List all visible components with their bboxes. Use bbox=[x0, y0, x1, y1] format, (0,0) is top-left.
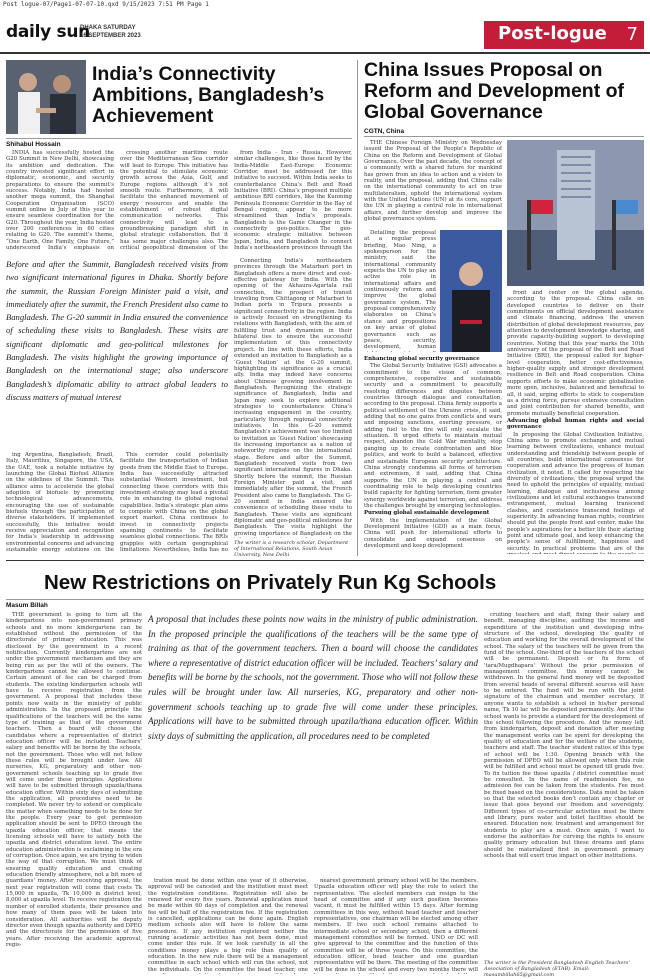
divider bbox=[6, 138, 352, 139]
article2-subhead-security: Enhancing global security governance bbox=[364, 356, 480, 362]
article1-column-3 bbox=[234, 150, 352, 252]
article2-col1b-text: Detailing the proposal at a regular press briefing, Mao Ning, a spokesperson for the ministry, said the international community expects the UN to play an active role in international affairs and continuously reform and improve the global governance system. The proposal comprehensively elaborates on China’s stance and propositions on key areas of global governance such as peace, security, development, human bbox=[364, 230, 436, 351]
article-photo-handshake bbox=[6, 60, 86, 134]
section-divider bbox=[6, 560, 644, 561]
article1-column-1 bbox=[6, 150, 114, 252]
spokesperson-illustration bbox=[440, 230, 502, 352]
article1-column-5 bbox=[120, 452, 228, 552]
un-building-illustration bbox=[507, 140, 644, 286]
article3-col4-text: cruiting teachers and staff, fixing their salary and benefit, managing discipline, auditing the income and expenditure of the institution and developing infra-structure of the school, developing the quality of education and working for the overall development of the school. The salary of the teachers will be given from the fund of the school. One-third of the teachers of the school will be permanent. Deposit or fix form of 'tara/Mugdhapara' Without the prior permission of management committee, this money cannot be withdrawn. In the general fund money will be deposited from several heads of several different sources will have to be entered. The fund will be run with the joint signature of the chairman and member secretary. If anyone wants to establish a school in his/her personal name, Tk 10 lac will be deposited permanently. And if the school wants to provide a standard for the development of the school following the procedure. And the money left from kindergarten, deposit and donation after meeting the management works can be spent for developing the quality of education and for the welfare of the students, teachers and staff. The teacher student ratios of this type of school will be 1:30. Opening branch with the permission of DPEO will be allowed only when this rule will be fulfilled and school must be opened till grade five. To fix tuition fee these upazila / district committee must be consulted. In the name of readmission fee, no admission fee can be taken from the students. Fee must be fixed based on the considerations. Data must be taken so that the selected books don’t contain any chapter or issue that goes beyond our freedom and sovereignty. Different types of co-curricular activities must be there and library, pure water and toilet facilities should be ensured. Education now, treatment and arrangement for students to play are a must. Once again, I want to endorse the authorities for curving the rights to ensure quality primary education but these dreams and plans should be materialized first in government primary schools that will exert true impact on other institutions. bbox=[484, 612, 644, 860]
article1-pull-quote: Before and after the Summit, Bangladesh received visits from two significant international figures in Dhaka. Shortly before the summit, the Russian Foreign Minister paid a visit, and immediately after the summit, the French President also came to Bangladesh. The G-20 summit in India ensured the convenience of scheduling these visits to Bangladesh. These visits are significant diplomatic and geo-political milestones for Bangladesh. The visits highlight the growing importance of Bangladesh on the international stage; also underscore Bangladesh’s diplomatic ability to attract global leaders to discuss matters of mutual interest bbox=[6, 259, 228, 402]
article2-headline: China Issues Proposal on Reform and Development of Global Governance bbox=[364, 59, 625, 124]
article1-col3-text: from India - Iran - Russia. However, similar challenges, like those faced by the India-Middle East-Europe Economic Corridor, must be addressed for this initiative to succeed. Within India seeks to counterbalance China’s Belt and Road Initiative (BRI). China’s proposed multiple ambitious BRI corridors, like the Kunming Peninsula Economic Corridor in the Bay of Bengal region, appear to be more streamlined than India’s proposals. Bangladesh is the Game Changer in the connectivity geo-politics. The geo-economic strategic initiative between Japan, India, and Bangladesh to connect India’s northeastern provinces through the bbox=[234, 150, 352, 252]
page-number: 7 bbox=[626, 24, 638, 45]
article3-column-2 bbox=[148, 878, 308, 974]
article2-column-2 bbox=[507, 290, 644, 554]
article1-col1-text: INDIA has successfully hosted the G20 Summit in New Delhi, showcasing its ambition and dedication. The country invested significant effort in diplomatic, economic, and security preparations to ensure the summit’s success. Notably, India had hosted another mega summit, the Shanghai Cooperation Organisation (SCO) summit online in July of this year to ensure seamless coordination for the G20. Throughout the year, India hosted over 200 conferences in 60 cities relating to G20. The summit’s theme, “One Earth, One Family, One Future,” underscored India’s emphasis on bbox=[6, 150, 114, 252]
article1-headline: India’s Connectivity Ambitions, Bangladesh’s Achievement bbox=[92, 63, 325, 128]
photo-illustration bbox=[6, 60, 86, 134]
article1-col2-text: crossing another maritime route over the Mediterranean Sea corridor will lead to Europe. This initiative has the potential to stimulate economic growth across the Asia, Gulf, and Europe regions although it’s not smooth route. Furthermore, it will facilitate the enhanced movement of energy resources and enable the establishment of robust digital communication networks. This connectivity will lead to a groundbreaking paradigm shift in global strategic collaboration. But it has some major challenges also. The critical geopolitical dimension of the bbox=[120, 150, 228, 252]
article3-author-note: The writer is the President Bangladesh English Teachers’ Association of Bangladesh (ETAB). Email: masumbillah65@gmail.com bbox=[484, 960, 630, 978]
divider bbox=[364, 136, 644, 137]
article2-subhead-development: Pursuing global sustainable development bbox=[364, 510, 490, 517]
article2-col1d-text: With the implementation of the Global Development Initiative (GDI) as a main focus, China will push for international efforts to consolidate and expand consensus on development and keep development bbox=[364, 517, 502, 549]
article3-pull-quote: A proposal that includes these points now waits in the ministry of public administration. In the proposed principle the qualifications of the teachers will be the same type of training as that of the government teachers. Then a board will choose the candidates where a representative of district education officer will be included. Teachers’ salary and benefits will be borne by the schools, not the government. Those who will not follow these rules will be brought under law. All nurseries, KG, preparatory and other non-government schools teaching up to grade five will come under these principles. Applications will have to be submitted through upazila/thana education officer. Within sixty days of submitting the application, all procedures need to be completed bbox=[148, 614, 478, 741]
issue-date-text: 16 SEPTEMBER 2023 bbox=[80, 33, 141, 39]
article2-subhead-human-rights: Advancing global human rights and social governance bbox=[507, 417, 644, 431]
article2-column-1c bbox=[364, 356, 502, 554]
article3-col2-text: tration must be done within one year of it otherwise, approval will be canceled and the institution must meet the registration conditions. Registration will also be renewed for every five years. Renewal application must be made within 60 days of completion and the renewal fee will be half of the registration fee. If the registration is cancelled, applications can be done again. English medium schools also will have to follow the same procedure. If any institution registered neither the running academic activities has not been done, must come under this rule. If we look carefully in all the conditions money plays a big role than quality of education. In the new rule there will be a management committee in each school which will run the school, not the individuals. On the committee the head teacher, one bbox=[148, 878, 308, 973]
article1-col6-text: Connecting India’s northeastern provinces through the Matarbari port in Bangladesh offers a more direct and cost-effective gateway for India. With the opening of the Akhaura-Agartala rail connection, the prospect of transit traveling from Chittagong or Matarbari to Indian ports in Tripura presents a significant connectivity in the region. India is actively focused on strengthening its relations with Bangladesh, with the aim of fulfilling trust and dynamism in their bilateral ties to ensure the successful implementation of this connectivity project. In line with these efforts, India extended an invitation to Bangladesh as a ‘Guest Nation’ at the G-20 summit, highlighting its significance as a crucial ally. India may indeed have concerns about Chinese growing involvement in Bangladesh. Recognizing the strategic significance of Bangladesh, India and Japan may seek to explore additional strategies to counterbalance China’s increasing engagement in the country, particularly through regional connectivity initiatives. In this G-20 summit Bangladesh’s achievement was too limited to invitation as ‘Guest Nation’ showcasing its increasing importance as a nation of noteworthy regions on the international stage. Before and after the Summit, Bangladesh received visits from two significant international figures in Dhaka. Shortly before the summit, the Russian Foreign Minister paid a visit, and immediately after the summit, the French President also came to Bangladesh. The G-20 summit in India ensured the convenience of scheduling these visits to Bangladesh. These visits are significant diplomatic and geo-political milestones for Bangladesh. The visits highlight the growing importance of Bangladesh on the bbox=[234, 258, 352, 537]
article3-byline: Masum Billah bbox=[6, 602, 48, 609]
article2-col2a-text: front and center on the global agenda, according to the proposal. China calls on developed countries to deliver on their commitments on official development assistance and climate financing, address the uneven distribution of global development resources, pay attention to development knowledge sharing, and provide capacity-building support to developing countries. Noting that this year marks the 10th anniversary of the proposal of the Belt and Road Initiative (BRI), the proposal called for higher-level cooperation, better cost-effectiveness, higher-quality supply and stronger development resilience in Belt and Road cooperation. China supports efforts to make economic globalization more open, inclusive, balanced and beneficial to all, it said, urging efforts to stick to cooperation as a driving force, pursue extensive consultation and joint contribution for shared benefits, and promote mutually beneficial cooperation. bbox=[507, 290, 644, 417]
article3-column-3 bbox=[314, 878, 478, 974]
article3-col3-text: nearest government primary school will be the members. Upazila education officer will play the role to select the representative. The elected members can resign to the head of committee and if any such position becomes vacant, it must be fulfilled within 15 days. After forming committees in this way, without head teacher and teacher representatives, one chairman will be elected among other members. If two such school remains attached to intermediate school or secondary school, then a different management committee will be formed. UNO or DC will give approval to the committee and the function of this committee will be of three years. On this committee, the education officer, head teacher and one guardian representative will be there. The meeting of the committee will be done in the school and every two months there will bbox=[314, 878, 478, 973]
article2-photo-spokesperson bbox=[440, 230, 502, 352]
article3-headline: New Restrictions on Privately Run Kg Schools bbox=[44, 571, 497, 594]
article2-column-1a bbox=[364, 140, 502, 228]
section-title: Post-logue bbox=[498, 23, 607, 44]
masthead bbox=[0, 14, 650, 54]
newspaper-logo: daily sun bbox=[6, 22, 90, 42]
article3-column-4 bbox=[484, 612, 644, 958]
article1-col5-text: This corridor could potentially facilitate the transportation of Indian goods from the Middle East to Europe. India has successfully attracted substantial Western investment, but connecting these corridors with this investment strategy may lead a pivotal role in enhancing its global regional capabilities. India’s strategic plan aims to compete with China on the global export market. China continues to invest in connectivity projects spanning continents to facilitate seamless global connections. The BRIs grapples with certain geographical limitations. Nevertheless, India has no bbox=[120, 452, 228, 552]
article2-col1c-text: The Global Security Initiative (GSI) advocates a commitment to the vision of common, comprehensive, cooperative and sustainable security and a commitment to peacefully resolving differences and disputes between countries through dialogue and consultation, according to the proposal. China firmly supports a political settlement of the Ukraine crisis, it said, adding that no one gains from conflicts and wars and imposing sanctions, exerting pressure, or adding fuel to the fire will only escalate the situation. It urged efforts to maintain mutual respect, abandon the Cold War mentality, stop ganging up to create confrontation and bloc politics, and work to build a balanced, effective and sustainable European security architecture. China strongly condemns all forms of terrorism and extremism, it said, adding that China supports the UN in playing a central and coordinating role to help developing countries build capacity for fighting terrorism, form greater synergy worldwide against terrorism, and address the challenges brought by emerging technologies. bbox=[364, 363, 502, 509]
article3-col1-text: THE government is going to turn all the kindergartens into non-government primary schools and no more kindergartens can be established without the permission of the directorate of primary education. This was disclosed by the government in a recent notification. Currently kindergartens are not under the government mechanism and they are being run as per the will of the owners. The kindergartens cannot be allowed to continue. Certain amount of fee can be charged from students. The existing kindergarten schools will have to receive registration from the government. A proposal that includes these points now waits in the ministry of public administration. In the proposed principle the qualifications of the teachers will be the same type of training as that of the government teachers. Then a board will choose the candidates where a representative of district education officer will be included. Teachers’ salary and benefits will be borne by the schools, not the government. Those who will not follow these rules will be brought under law. All nurseries, KG, preparatory and other non-government schools teaching up to grade five will come under these principles. Applications will have to be submitted through upazila/thana education officer. Within sixty days of submitting the application, all procedures need to be completed. We never try to extend or complicate the matter when something needs to be done for the people. Every year to get permission application should be sent to DPEO through the upazila education officer, that means the licensing schools will have to satisfy both the upazila and district education level. The entire education administration is exclaiming in the era of corruption. Once again, we are trying to widen the way of that corruption. We must think of ensuring quality education and creating education friendly atmosphere, not a bit more of guardians’ money. After receiving approval, the next year registration will come that costs Tk 15,000 in upazila, Tk 10,000 in district level, 8,000 at upazila level. To receive registration the number of enrolled students, their presence and how many of them pass will be taken into consideration. All authorities will be deputy director even though upazila authority and DPEO and the directorate for the permission of five years. After receiving the academic approval, regis- bbox=[6, 612, 142, 948]
article2-col1a-text: THE Chinese Foreign Ministry on Wednesday issued the Proposal of the People’s Republic of China on the Reform and Development of Global Governance. Over the past decade, the concept of a community with a shared future for mankind has grown from an idea to action and a vision to reality, and the proposal, adding that China calls on the international community to act on true multilateralism, uphold the international system with the United Nations (UN) at its core, support the UN in playing a central role in international affairs, and further develop and improve the global governance system. bbox=[364, 140, 502, 223]
article1-author-note: The writer is a research scholar, Department of International Relations, South Asian University, New Delhi bbox=[234, 540, 349, 558]
column-divider bbox=[357, 60, 358, 556]
article2-photo-un bbox=[507, 140, 644, 286]
print-slug: Post logue-07/Page1-07-07-10.qxd 9/15/2023 7:51 PM Page 1 bbox=[3, 1, 209, 8]
article1-column-6 bbox=[234, 258, 352, 538]
article2-column-1b bbox=[364, 230, 436, 352]
section-banner bbox=[484, 21, 644, 49]
article1-col4-text: ing Argentina, Bangladesh, Brazil, Italy, Mauritius, Singapore, the USA, the UAE, took a notable initiative by launching the Global Biofuel Alliance on the sidelines of the Summit. This alliance aims to accelerate the global adoption of biofuels by promoting technological advancements, encouraging the use of sustainable biofuels through the participation of diverse stakeholders. If implemented successfully, this initiative would receive appreciation and recognition for India’s leadership in addressing environmental concerns and advancing sustainable energy solutions on the bbox=[6, 452, 114, 552]
article1-column-2 bbox=[120, 150, 228, 252]
issue-city-day: DHAKA SATURDAY bbox=[80, 25, 136, 31]
article1-byline: Shihabul Hossain bbox=[6, 141, 61, 148]
article1-column-4 bbox=[6, 452, 114, 552]
divider bbox=[6, 599, 644, 600]
issue-date bbox=[80, 24, 141, 40]
article2-col2b-text: In proposing the Global Civilization Initiative, China aims to promote exchange and mutual learning between civilizations, enhance mutual understanding and friendship between people of all countries, build international consensus for cooperation and advance the progress of human civilization, it noted. It called for respecting the diversity of civilizations, the proposal urged the need to uphold the principles of equality, mutual learning, dialogue and inclusiveness among civilizations and let cultural exchanges transcend estrangement, mutual learning transcend clashes, and coexistence transcend feelings of superiority. In advancing human rights, countries should put the people front and center, make the people’s aspirations for a better life their starting point and ultimate goal, and keep enhancing the people’s sense of fulfillment, happiness and security. In practical problems that are of the bbox=[507, 431, 644, 552]
article2-byline: CGTN, China bbox=[364, 128, 405, 135]
article3-column-1 bbox=[6, 612, 142, 974]
